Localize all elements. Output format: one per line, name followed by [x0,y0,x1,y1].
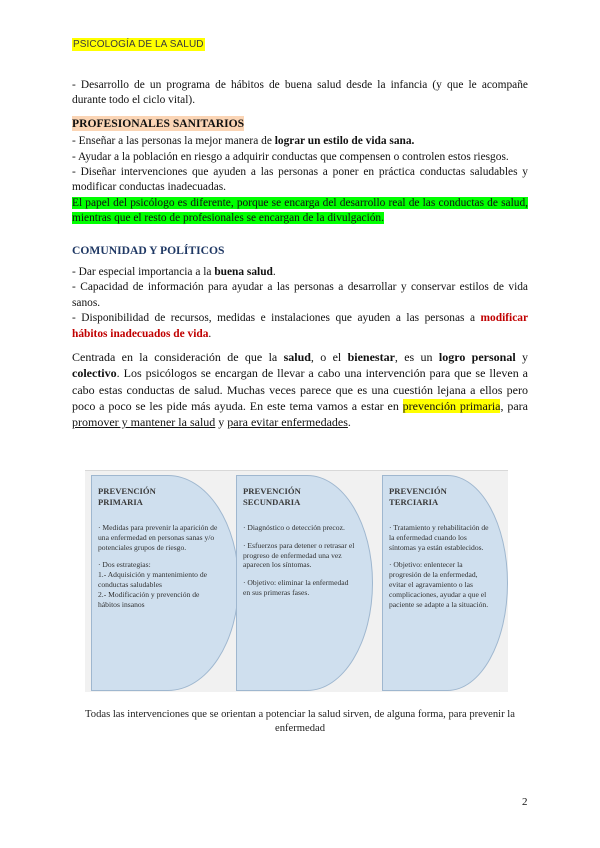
prevencion-secundaria-card [236,475,373,691]
prevention-diagram [85,470,508,692]
body-paragraph: Centrada en la consideración de que la salud, o el bienestar, es un logro personal y colectivo. Los psicólogos se encargan de llevar a cabo una intervención para que se lleven a cabo estas conductas de salud. Muchas veces parece que es una cuestión lejana a ellos pero poco a poco se les pide más ayuda. En este tema vamos a estar en prevención primaria, para promover y mantener la salud y para evitar enfermedades. [72,350,529,429]
profesionales-item-2: - Ayudar a la población en riesgo a adquirir conductas que compensen o controlen estos riesgos. [72,150,509,163]
comunidad-item-3-emphasis: modificar hábitos inadecuados de vida [72,312,528,340]
profesionales-item-1: - Enseñar a las personas la mejor manera de lograr un estilo de vida sana. [72,135,415,148]
page-number: 2 [522,796,528,808]
comunidad-item-3: - Disponibilidad de recursos, medidas e instalaciones que ayuden a las personas a modificar hábitos inadecuados de vida. [72,312,528,340]
card-title: PREVENCIÓN SECUNDARIA [243,486,301,507]
yellow-highlight-text: prevención primaria [402,398,501,413]
figure-caption: Todas las intervenciones que se orientan a potenciar la salud sirven, de alguna forma, para prevenir la enfermedad [85,709,515,735]
intro-text: - Desarrollo de un programa de hábitos de buena salud desde la infancia (y que le acompañe durante todo el ciclo vital). [72,79,528,107]
underlined-text-evitar: para evitar enfermedades [227,414,348,429]
card-body: · Medidas para prevenir la aparición de una enfermedad en personas sanas y/o potenciales grupos de riesgo. · Dos estrategias: 1.- Adquisición y mantenimiento de conductas saludables 2.- Modificación y prevención de hábitos insanos [98,523,218,609]
profesionales-highlight [72,196,528,227]
card-body: · Diagnóstico o detección precoz. · Esfuerzos para detener o retrasar el progreso de enfermedad una vez aparecen los síntomas. · Objetivo: eliminar la enfermedad en sus primeras fases. [243,523,355,597]
comunidad-item-1-bold: buena salud [214,266,273,279]
profesionales-item-1-bold: lograr un estilo de vida sana. [274,135,415,148]
green-highlight-text: El papel del psicólogo es diferente, porque se encarga del desarrollo real de las conductas de salud, mientras que el resto de profesionales se encargan de la divulgación. [72,196,528,225]
main-content [72,78,528,430]
card-title: PREVENCIÓN PRIMARIA [98,486,156,507]
page-header: PSICOLOGÍA DE LA SALUD [73,39,204,50]
card-body: · Tratamiento y rehabilitación de la enfermedad cuando los síntomas ya están establecidos. · Objetivo: enlentecer la progresión de la enfermedad, evitar el agravamiento o las complicaciones, ayudar a que el paciente se adapte a la situación. [389,523,489,609]
profesionales-item-3: - Diseñar intervenciones que ayuden a las personas a poner en práctica conductas saludables y modificar conductas inadecuadas. [72,166,528,194]
card-title: PREVENCIÓN TERCIARIA [389,486,447,507]
prevencion-terciaria-card [382,475,508,691]
comunidad-item-2: - Capacidad de información para ayudar a las personas a desarrollar y conservar estilos de vida sanos. [72,281,528,309]
section-heading-profesionales: PROFESIONALES SANITARIOS [72,116,245,130]
prevencion-primaria-card [91,475,239,691]
underlined-text-promover: promover y mantener la salud [72,414,216,429]
section-heading-comunidad: COMUNIDAD Y POLÍTICOS [72,243,225,257]
comunidad-item-1: - Dar especial importancia a la buena salud. [72,266,276,279]
